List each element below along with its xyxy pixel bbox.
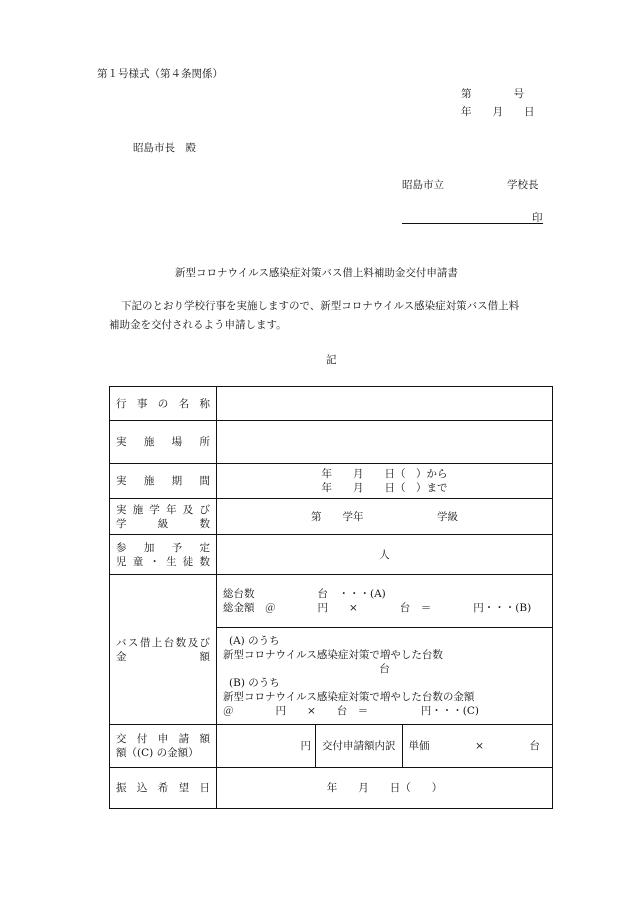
event-name-label: 行 事 の 名 称 — [110, 387, 217, 421]
form-id: 第１号様式（第４条関係） — [97, 68, 223, 80]
sender-prefix: 昭島市立 — [402, 179, 444, 191]
table-row — [110, 499, 553, 535]
period-from: 年 月 日（ ）から — [321, 468, 448, 480]
grade-label-line1: 実施学年及び — [116, 503, 210, 516]
body-text-line1: 下記のとおり学校行事を実施しますので、新型コロナウイルス感染症対策バス借上料 — [121, 300, 520, 312]
bus-covid-b: (B) のうち — [229, 677, 280, 689]
participants-label — [110, 535, 217, 575]
bus-label-line2: 金 額 — [116, 650, 210, 663]
participants-label-line2: 児童・生徒数 — [116, 555, 210, 568]
request-breakdown-calc — [403, 725, 547, 767]
addressee: 昭島市長 殿 — [133, 142, 196, 154]
date-line: 年 月 日 — [461, 106, 535, 118]
grade-label — [110, 499, 217, 535]
grade-label-line2: 学 級 数 — [116, 517, 210, 530]
bus-covid-amount-desc: 新型コロナウイルス感染症対策で増やした台数の金額 — [223, 691, 475, 703]
bus-covid-a: (A) のうち — [229, 635, 280, 647]
grade-value[interactable]: 第 学年 学級 — [217, 499, 553, 535]
sender-suffix: 学校長 — [507, 179, 539, 191]
bus-covid-amount-calc: ＠ 円 × 台 ＝ 円・・・(C) — [223, 705, 480, 717]
seal-mark: 印 — [532, 212, 543, 224]
ki-heading: 記 — [326, 354, 337, 366]
request-amount-yen: 円 — [223, 725, 316, 767]
period-label: 実 施 期 間 — [110, 464, 217, 499]
table-row — [110, 421, 553, 464]
bus-total-count: 総台数 台 ・・・(A) — [223, 588, 386, 600]
period-value[interactable] — [217, 464, 553, 499]
table-row — [110, 725, 553, 768]
bus-total-amount: 総金額 ＠ 円 × 台 ＝ 円・・・(B) — [223, 602, 532, 614]
unit-price-label: 単価 — [408, 740, 430, 752]
table-row — [110, 575, 553, 628]
request-breakdown-label: 交付申請額内訳 — [316, 725, 403, 767]
period-to: 年 月 日（ ）まで — [321, 482, 448, 494]
table-row — [110, 768, 553, 809]
venue-label: 実 施 場 所 — [110, 421, 217, 464]
request-amount-label-line1: 交 付 申 請 額 — [116, 733, 210, 745]
event-name-value[interactable] — [217, 387, 553, 421]
request-amount-label — [110, 725, 217, 768]
bus-covid-count-unit: 台 — [379, 663, 390, 675]
bus-total-value[interactable] — [217, 575, 553, 628]
number-line: 第 号 — [461, 88, 524, 100]
bus-label-line1: バス借上台数及び — [116, 636, 210, 649]
transfer-date-value[interactable]: 年 月 日（ ） — [217, 768, 553, 809]
application-table — [109, 386, 553, 809]
bus-covid-value[interactable] — [217, 628, 553, 725]
table-row — [110, 387, 553, 421]
participants-label-line1: 参 加 予 定 — [116, 541, 210, 554]
table-row — [110, 535, 553, 575]
signature-line — [402, 223, 543, 224]
body-text-line2: 補助金を交付されるよう申請します。 — [109, 319, 287, 331]
bus-covid-count-desc: 新型コロナウイルス感染症対策で増やした台数 — [223, 649, 443, 661]
bus-label — [110, 575, 217, 725]
transfer-date-label: 振 込 希 望 日 — [110, 768, 217, 809]
bus-count-unit: 台 — [529, 740, 540, 752]
document-title: 新型コロナウイルス感染症対策バス借上料補助金交付申請書 — [175, 267, 458, 279]
venue-value[interactable] — [217, 421, 553, 464]
times-sign: × — [475, 740, 484, 752]
participants-value[interactable]: 人 — [217, 535, 553, 575]
request-amount-value[interactable] — [217, 725, 553, 768]
request-amount-label-line2: 額（(C) の金額） — [116, 747, 199, 759]
table-row — [110, 464, 553, 499]
